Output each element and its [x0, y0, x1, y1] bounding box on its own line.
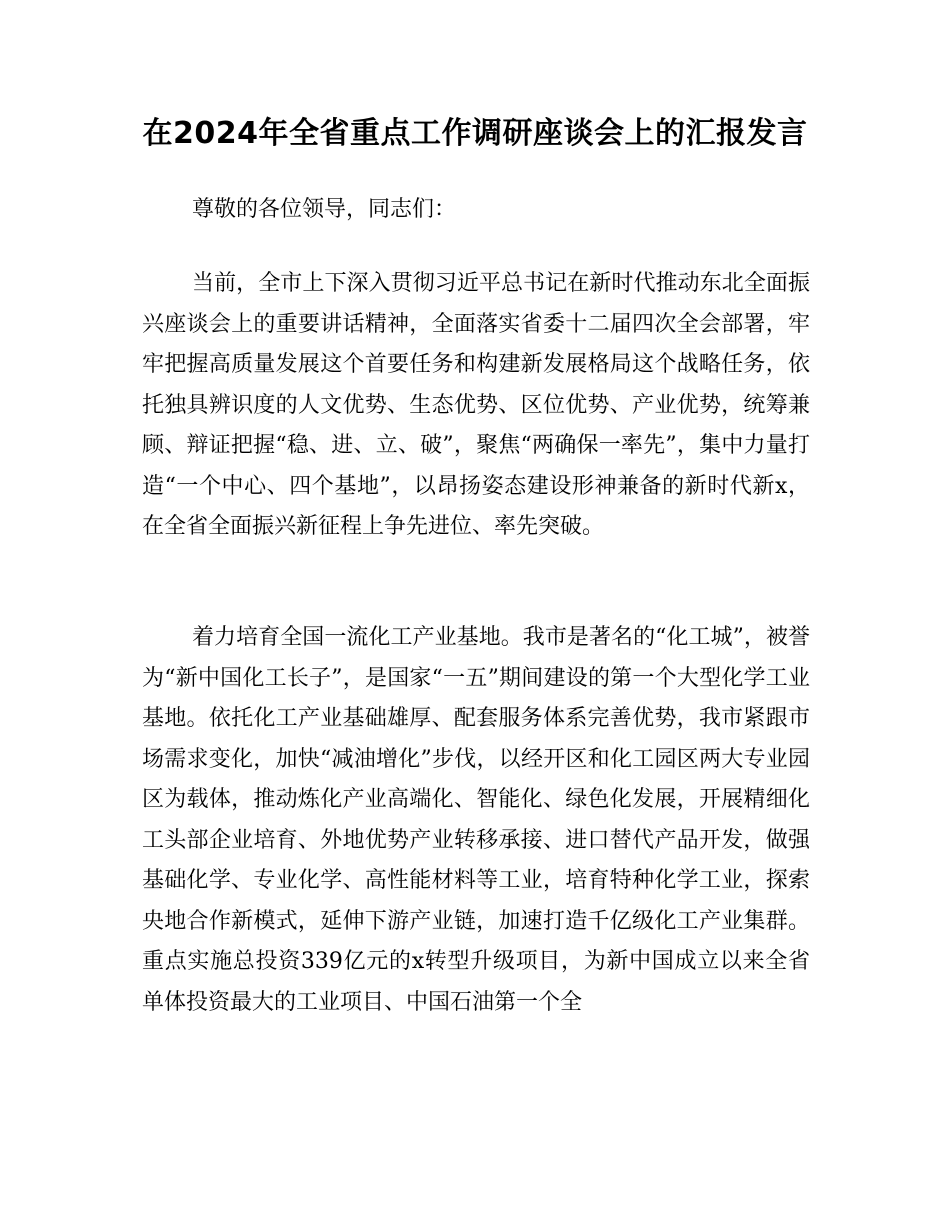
document-title: 在2024年全省重点工作调研座谈会上的汇报发言 — [142, 116, 808, 151]
paragraph-2: 着力培育全国一流化工产业基地。我市是著名的“化工城”，被誉为“新中国化工长子”，是国家“一五”期间建设的第一个大型化学工业基地。依托化工产业基础雄厚、配套服务体系完善优势，我市紧跟市场需求变化，加快“减油增化”步伐，以经开区和化工园区两大专业园区为载体，推动炼化产业高端化、智能化、绿色化发展，开展精细化工头部企业培育、外地优势产业转移承接、进口替代产品开发，做强基础化学、专业化学、高性能材料等工业，培育特种化学工业，探索央地合作新模式，延伸下游产业链，加速打造千亿级化工产业集群。重点实施总投资339亿元的x转型升级项目，为新中国成立以来全省单体投资最大的工业项目、中国石油第一个全 — [142, 625, 810, 1015]
paragraph-1: 当前，全市上下深入贯彻习近平总书记在新时代推动东北全面振兴座谈会上的重要讲话精神，全面落实省委十二届四次全会部署，牢牢把握高质量发展这个首要任务和构建新发展格局这个战略任务，依托独具辨识度的人文优势、生态优势、区位优势、产业优势，统筹兼顾、辩证把握“稳、进、立、破”，聚焦“两确保一率先”，集中力量打造“一个中心、四个基地”，以昂扬姿态建设形神兼备的新时代新x，在全省全面振兴新征程上争先进位、率先突破。 — [142, 271, 810, 539]
salutation: 尊敬的各位领导，同志们： — [192, 197, 457, 222]
